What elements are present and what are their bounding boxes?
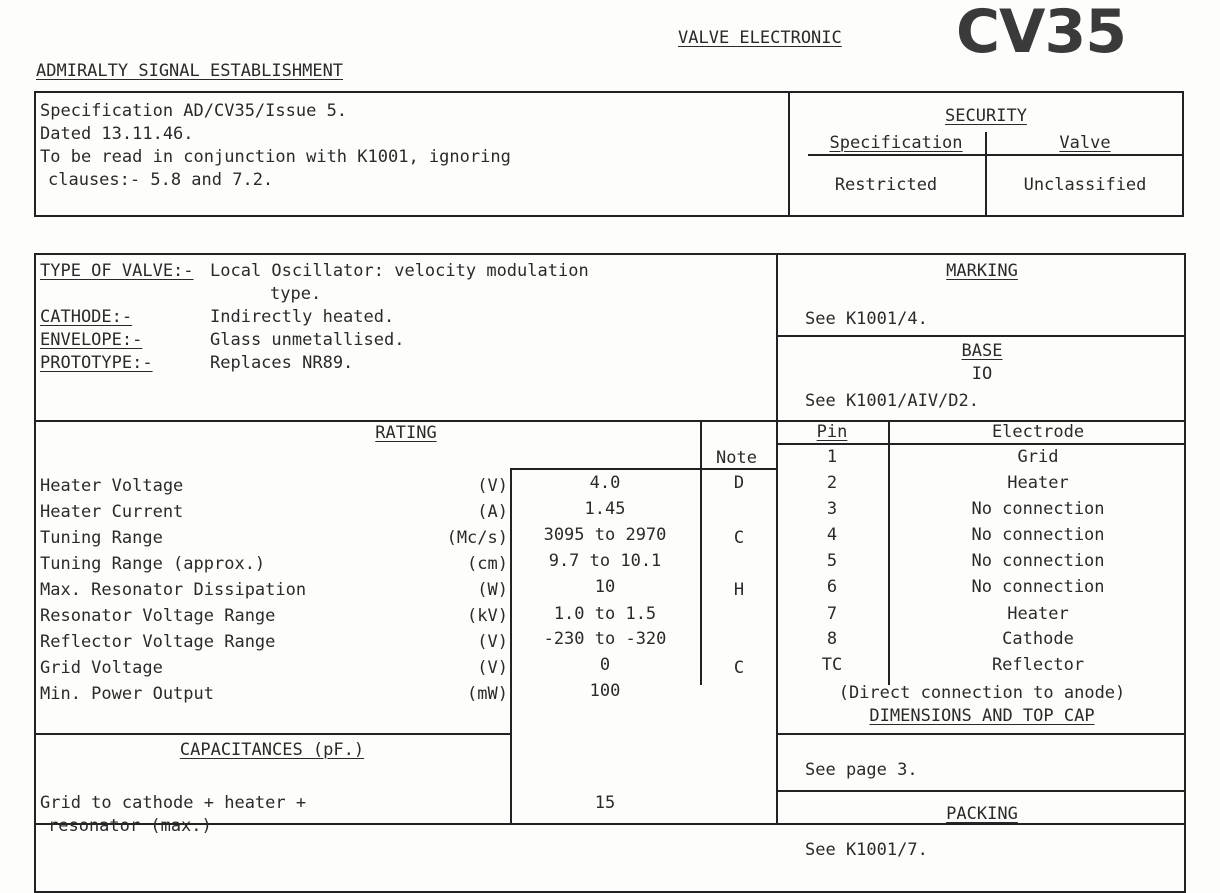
- prototype-value: Replaces NR89.: [210, 353, 354, 373]
- capacitance-line-1: Grid to cathode + heater +: [40, 793, 307, 813]
- rating-note: H: [733, 580, 745, 600]
- note-header: Note: [716, 448, 757, 468]
- pin-footnote: (Direct connection to anode): [838, 683, 1126, 703]
- rating-label: Max. Resonator Dissipation: [40, 580, 307, 600]
- rating-value: 9.7 to 10.1: [548, 551, 662, 571]
- electrode-header: Electrode: [991, 422, 1085, 442]
- packing-value: See K1001/7.: [805, 840, 928, 860]
- rating-unit: (cm): [467, 554, 508, 574]
- marking-value: See K1001/4.: [805, 309, 928, 329]
- spec-line-2: Dated 13.11.46.: [40, 124, 194, 144]
- dimensions-title: DIMENSIONS AND TOP CAP: [869, 706, 1095, 726]
- rating-unit: (kV): [467, 606, 508, 626]
- spec-line-1: Specification AD/CV35/Issue 5.: [40, 101, 348, 121]
- rating-label: Heater Voltage: [40, 476, 184, 496]
- pin-number: TC: [821, 655, 843, 675]
- rating-value: 4.0: [589, 473, 621, 493]
- type-label: TYPE OF VALVE:-: [40, 261, 194, 281]
- base-value: See K1001/AIV/D2.: [805, 391, 979, 411]
- rating-note: D: [733, 473, 745, 493]
- divider: [34, 733, 510, 735]
- spec-line-3: To be read in conjunction with K1001, ignoring: [40, 147, 511, 167]
- divider: [700, 420, 702, 685]
- pin-electrode: No connection: [971, 577, 1105, 597]
- valve-electronic-heading: VALVE ELECTRONIC: [678, 28, 842, 48]
- pin-number: 2: [826, 473, 838, 493]
- establishment-heading: ADMIRALTY SIGNAL ESTABLISHMENT: [36, 61, 344, 81]
- dimensions-value: See page 3.: [805, 760, 918, 780]
- rating-value: 1.45: [584, 499, 626, 519]
- divider: [34, 420, 778, 422]
- rating-value: -230 to -320: [543, 629, 667, 649]
- pin-electrode: Grid: [1017, 447, 1059, 467]
- cathode-label: CATHODE:-: [40, 307, 133, 327]
- cathode-value: Indirectly heated.: [210, 307, 395, 327]
- rating-note: C: [733, 528, 745, 548]
- divider: [510, 468, 777, 470]
- rating-unit: (mW): [467, 684, 508, 704]
- rating-value: 0: [599, 655, 611, 675]
- base-code: IO: [971, 364, 993, 384]
- spec-line-4: clauses:- 5.8 and 7.2.: [48, 170, 274, 190]
- rating-unit: (V): [477, 658, 508, 678]
- marking-title: MARKING: [946, 261, 1018, 281]
- capacitances-title: CAPACITANCES (pF.): [179, 740, 365, 760]
- rating-title: RATING: [375, 423, 437, 443]
- pin-electrode: Heater: [1007, 604, 1069, 624]
- pin-electrode: No connection: [971, 551, 1105, 571]
- pin-number: 3: [826, 499, 838, 519]
- rating-label: Reflector Voltage Range: [40, 632, 276, 652]
- rating-label: Tuning Range: [40, 528, 163, 548]
- rating-label: Heater Current: [40, 502, 184, 522]
- pin-number: 4: [826, 525, 838, 545]
- rating-value: 100: [589, 681, 621, 701]
- security-title: SECURITY: [945, 106, 1027, 126]
- capacitance-line-2: resonator (max.): [48, 816, 212, 836]
- valve-code: CV35: [956, 0, 1126, 67]
- base-title: BASE: [961, 341, 1003, 361]
- security-valve-value: Unclassified: [1023, 175, 1147, 195]
- type-value: Local Oscillator: velocity modulation: [210, 261, 589, 281]
- divider: [808, 154, 1184, 156]
- security-spec-label: Specification: [829, 133, 963, 153]
- pin-electrode: Cathode: [1002, 629, 1074, 649]
- prototype-label: PROTOTYPE:-: [40, 353, 153, 373]
- divider: [776, 733, 1186, 735]
- pin-electrode: No connection: [971, 499, 1105, 519]
- rating-label: Min. Power Output: [40, 684, 214, 704]
- rating-label: Tuning Range (approx.): [40, 554, 266, 574]
- pin-header: Pin: [816, 422, 848, 442]
- rating-unit: (A): [477, 502, 508, 522]
- rating-label: Grid Voltage: [40, 658, 163, 678]
- pin-number: 5: [826, 551, 838, 571]
- rating-value: 10: [594, 577, 616, 597]
- rating-value: 1.0 to 1.5: [553, 604, 657, 624]
- pin-number: 1: [826, 447, 838, 467]
- rating-value: 3095 to 2970: [543, 525, 667, 545]
- pin-electrode: Heater: [1007, 473, 1069, 493]
- rating-unit: (V): [477, 632, 508, 652]
- envelope-value: Glass unmetallised.: [210, 330, 405, 350]
- security-valve-label: Valve: [1059, 133, 1111, 153]
- divider: [776, 790, 1186, 792]
- rating-note: C: [733, 658, 745, 678]
- divider: [776, 335, 1186, 337]
- rating-unit: (W): [477, 580, 508, 600]
- pin-number: 8: [826, 629, 838, 649]
- pin-electrode: Reflector: [991, 655, 1085, 675]
- divider: [776, 443, 1186, 445]
- packing-title: PACKING: [946, 804, 1018, 824]
- pin-electrode: No connection: [971, 525, 1105, 545]
- security-spec-value: Restricted: [834, 175, 938, 195]
- pin-number: 6: [826, 577, 838, 597]
- rating-label: Resonator Voltage Range: [40, 606, 276, 626]
- capacitance-value: 15: [594, 793, 616, 813]
- envelope-label: ENVELOPE:-: [40, 330, 143, 350]
- pin-number: 7: [826, 604, 838, 624]
- rating-unit: (V): [477, 476, 508, 496]
- type-value-2: type.: [270, 284, 322, 304]
- rating-unit: (Mc/s): [446, 528, 508, 548]
